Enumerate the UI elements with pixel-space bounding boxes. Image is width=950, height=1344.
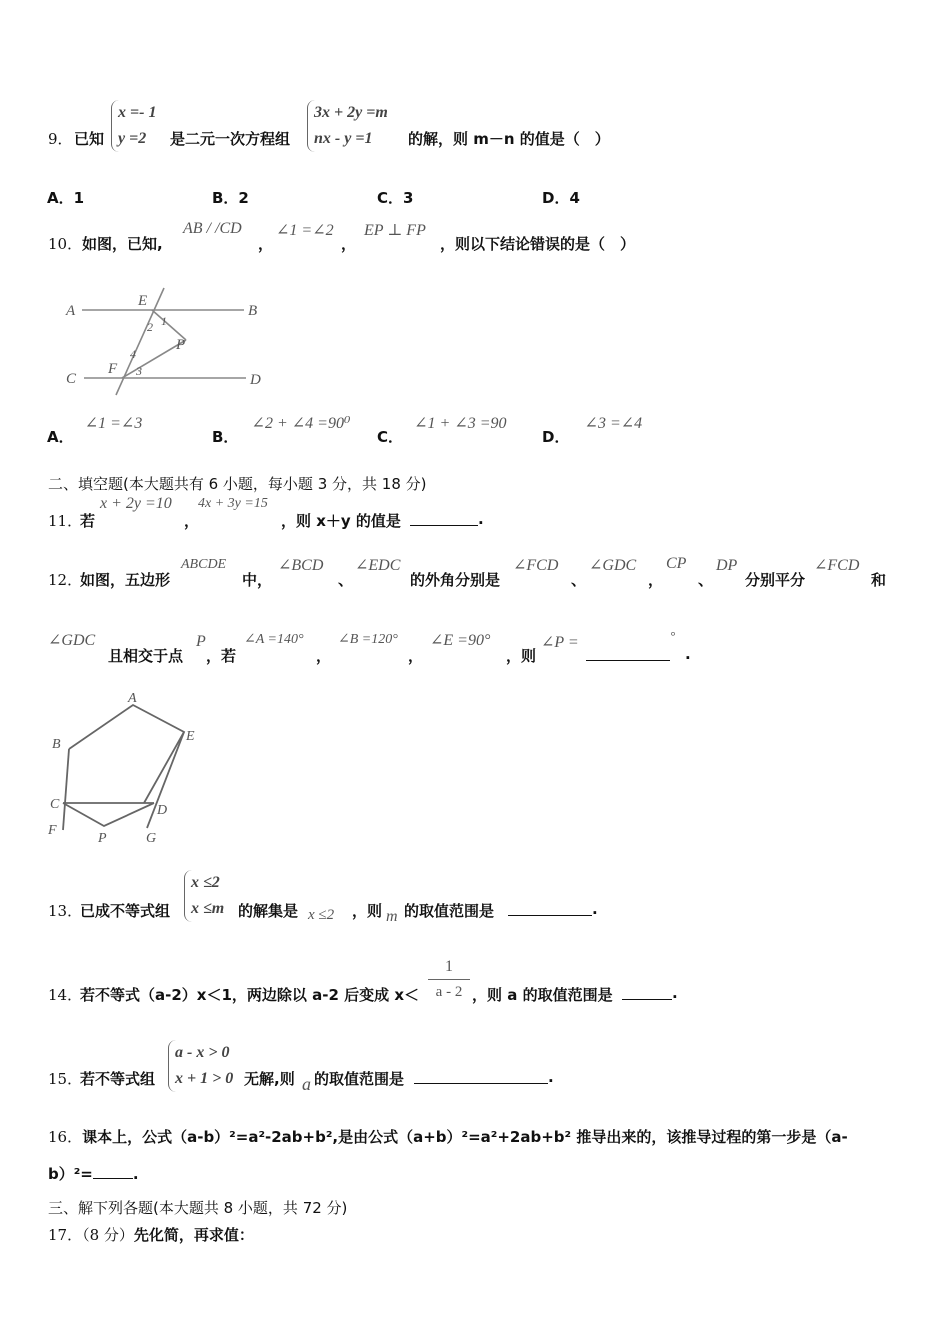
q10-condition-parallel: AB / /CD xyxy=(183,220,242,237)
q15 xyxy=(48,1040,608,1096)
q12-line2-comma-2: ， xyxy=(408,647,424,665)
q11-text-2: ，则 x＋y 的值是 xyxy=(281,512,401,530)
q9-system-a-eq2: y =2 xyxy=(118,130,147,147)
q17 xyxy=(48,1224,254,1245)
q10-option-c[interactable] xyxy=(377,412,507,446)
q11-number: 11． xyxy=(48,512,83,530)
q15-system xyxy=(168,1040,233,1092)
line-bcf xyxy=(63,749,69,830)
q10-text-1: 如图，已知, xyxy=(82,235,163,253)
q12-period: . xyxy=(685,645,691,663)
q12-angle-fcd: ∠FCD xyxy=(513,557,559,574)
q9-option-b[interactable]: B．2 xyxy=(212,189,249,207)
q12-text-6: ， xyxy=(648,571,664,589)
q11-comma: ， xyxy=(184,512,200,530)
q14-text-1: 若不等式（a-2）x＜1，两边除以 a-2 后变成 x＜ xyxy=(80,986,420,1004)
q11 xyxy=(48,495,648,531)
q12-text-7: 、 xyxy=(698,571,714,589)
q10-comma-2: ， xyxy=(341,235,357,253)
q11-answer-blank[interactable] xyxy=(410,511,478,526)
q12-degree-sign: ° xyxy=(670,628,676,643)
q13-system xyxy=(184,870,224,922)
q10-comma-1: ， xyxy=(258,235,274,253)
q13-variable-m: m xyxy=(386,908,398,925)
q13-text-3: ，则 xyxy=(352,902,383,920)
q17-text: 先化简，再求值： xyxy=(133,1226,254,1244)
pentagon-label-c: C xyxy=(50,797,60,812)
q12-pentagon-figure xyxy=(44,690,204,850)
q10-option-a-expr: ∠1 =∠3 xyxy=(84,415,143,432)
q14-text-2: ，则 a 的取值范围是 xyxy=(472,986,613,1004)
q14-fraction-bar xyxy=(428,979,470,980)
q10-figure xyxy=(60,285,270,400)
q10-condition-angles: ∠1 =∠2 xyxy=(276,222,334,239)
pentagon-label-a: A xyxy=(128,691,137,706)
q10-option-d-expr: ∠3 =∠4 xyxy=(584,415,643,432)
pentagon-label-f: F xyxy=(48,823,57,838)
q9-system-b-eq2: nx - y =1 xyxy=(314,130,373,147)
q15-system-eq2: x + 1 > 0 xyxy=(175,1070,234,1087)
q9-option-d[interactable]: D．4 xyxy=(542,189,580,207)
q10-option-b-letter: B． xyxy=(212,428,239,446)
q16-text-line-2: b）²= xyxy=(48,1165,93,1183)
pentagon-label-d: D xyxy=(157,803,168,818)
pentagon-label-b: B xyxy=(52,737,61,752)
q10-number: 10． xyxy=(48,235,83,253)
q12-angle-fcd-2: ∠FCD xyxy=(814,557,860,574)
figure-label-a: A xyxy=(66,303,76,319)
q16-line-1 xyxy=(48,1126,848,1147)
q12-line2-text-3: ，则 xyxy=(506,647,537,665)
pentagon-label-g: G xyxy=(146,831,157,846)
q11-equation-1: x + 2y =10 xyxy=(100,495,172,512)
q15-text-2: 无解,则 xyxy=(244,1070,295,1088)
q13-system-eq1: x ≤2 xyxy=(191,874,220,891)
pentagon-upper-edges xyxy=(69,705,184,803)
q13-text-4: 的取值范围是 xyxy=(404,902,495,920)
q13-answer-blank[interactable] xyxy=(508,901,592,916)
q9-system-b xyxy=(307,100,388,152)
figure-label-c: C xyxy=(66,371,77,387)
q12-text-8: 分别平分 xyxy=(745,571,806,589)
q12-line-2 xyxy=(48,628,748,664)
q10-option-b-expr: ∠2 + ∠4 =90⁰ xyxy=(251,415,351,432)
figure-label-f: F xyxy=(108,361,118,377)
q15-answer-blank[interactable] xyxy=(414,1069,548,1084)
q11-text-1: 若 xyxy=(80,512,96,530)
q10-option-c-letter: C． xyxy=(377,428,404,446)
q10-text-2: ，则以下结论错误的是（ ） xyxy=(440,235,636,253)
q17-score: （8 分） xyxy=(82,1226,134,1244)
q10-option-b[interactable] xyxy=(212,412,351,446)
q12-line-1 xyxy=(48,555,898,591)
q9-option-c[interactable]: C．3 xyxy=(377,189,414,207)
q13-text-1: 已成不等式组 xyxy=(80,902,171,920)
q12-text-3: 、 xyxy=(338,571,354,589)
q15-system-eq1: a - x > 0 xyxy=(175,1044,230,1061)
q13 xyxy=(48,870,668,928)
q10-condition-perpendicular: EP ⊥ FP xyxy=(364,222,426,239)
q14 xyxy=(48,956,708,1006)
q12-line2-text-2: ，若 xyxy=(206,647,237,665)
q9-text-2: 是二元一次方程组 xyxy=(170,130,291,148)
q16-answer-blank[interactable] xyxy=(93,1164,133,1179)
q12-text-9: 和 xyxy=(871,571,887,589)
figure-label-1: 1 xyxy=(161,314,167,328)
q9-number: 9． xyxy=(48,130,73,148)
q13-number: 13． xyxy=(48,902,83,920)
q12-segment-cp: CP xyxy=(666,555,687,572)
q12-angle-edc: ∠EDC xyxy=(355,557,401,574)
q12-number: 12． xyxy=(48,571,83,589)
q12-angle-gdc-2: ∠GDC xyxy=(48,632,96,649)
q15-period: . xyxy=(548,1068,554,1086)
q14-fraction-numerator: 1 xyxy=(445,958,453,975)
line-ep xyxy=(152,310,186,340)
q10-option-c-expr: ∠1 + ∠3 =90 xyxy=(414,415,507,432)
figure-label-4: 4 xyxy=(130,347,136,361)
q15-text-1: 若不等式组 xyxy=(80,1070,156,1088)
lines-cp-dp xyxy=(63,803,154,826)
q12-text-4: 的外角分别是 xyxy=(410,571,501,589)
figure-label-p: P xyxy=(176,337,186,353)
q16-number: 16． xyxy=(48,1128,83,1146)
q14-fraction-denominator: a - 2 xyxy=(435,984,463,1000)
q9-system-b-eq1: 3x + 2y =m xyxy=(314,104,388,121)
q12-pentagon-name: ABCDE xyxy=(181,557,227,572)
figure-label-3: 3 xyxy=(136,364,142,378)
figure-label-d: D xyxy=(250,372,261,388)
q15-text-3: 的取值范围是 xyxy=(314,1070,405,1088)
q12-point-p: P xyxy=(196,633,206,650)
q12-angle-b-value: ∠B =120° xyxy=(338,632,398,647)
q13-text-2: 的解集是 xyxy=(238,902,299,920)
q10-option-d[interactable] xyxy=(542,412,643,446)
q10-option-d-letter: D． xyxy=(542,428,570,446)
pentagon-label-p: P xyxy=(98,831,107,846)
q16-line-2 xyxy=(48,1163,139,1184)
q17-number: 17． xyxy=(48,1226,83,1244)
figure-label-b: B xyxy=(248,303,258,319)
q10-option-a-letter: A． xyxy=(47,428,74,446)
section-3-heading: 三、解下列各题(本大题共 8 小题，共 72 分) xyxy=(48,1199,348,1217)
q14-period: . xyxy=(672,984,678,1002)
q12-line2-comma-1: ， xyxy=(316,647,332,665)
q16-text-line-1: 课本上，公式（a-b）²=a²-2ab+b²,是由公式（a+b）²=a²+2ab+b² 推导出来的，该推导过程的第一步是（a- xyxy=(82,1128,848,1146)
q9-text-1: 已知 xyxy=(74,130,105,148)
q12-text-1: 如图，五边形 xyxy=(80,571,171,589)
q12-text-2: 中， xyxy=(242,571,273,589)
q9-option-a[interactable]: A．1 xyxy=(47,189,85,207)
q13-period: . xyxy=(592,900,598,918)
q12-angle-e-value: ∠E =90° xyxy=(430,632,491,649)
q13-system-eq2: x ≤m xyxy=(191,900,225,917)
q12-angle-bcd: ∠BCD xyxy=(278,557,324,574)
q12-angle-a-value: ∠A =140° xyxy=(244,632,304,647)
q12-text-5: 、 xyxy=(571,571,587,589)
q14-number: 14． xyxy=(48,986,83,1004)
q12-segment-dp: DP xyxy=(716,557,738,574)
pentagon-label-e: E xyxy=(186,729,195,744)
q9-system-a-eq1: x =- 1 xyxy=(118,104,157,121)
q12-angle-p: ∠P = xyxy=(541,634,579,651)
q15-variable-a: a xyxy=(302,1074,311,1094)
figure-label-e: E xyxy=(138,293,148,309)
q12-answer-blank[interactable] xyxy=(586,646,670,661)
q9-text-3: 的解，则 m－n 的值是（ ） xyxy=(408,130,610,148)
q10-option-a[interactable] xyxy=(47,412,143,446)
q9-system-a xyxy=(111,100,156,152)
q15-number: 15． xyxy=(48,1070,83,1088)
q12-line2-text-1: 且相交于点 xyxy=(108,647,184,665)
q12-angle-gdc: ∠GDC xyxy=(589,557,637,574)
q10 xyxy=(48,220,748,260)
section-2-heading: 二、填空题(本大题共有 6 小题，每小题 3 分，共 18 分) xyxy=(48,475,427,493)
figure-label-2: 2 xyxy=(147,320,153,334)
q11-equation-2: 4x + 3y =15 xyxy=(198,496,268,511)
q13-solution-set: x ≤2 xyxy=(308,907,335,923)
q14-fraction xyxy=(428,956,470,1003)
q11-period: . xyxy=(478,510,484,528)
q16-period: . xyxy=(132,1165,139,1183)
q14-answer-blank[interactable] xyxy=(622,985,672,1000)
